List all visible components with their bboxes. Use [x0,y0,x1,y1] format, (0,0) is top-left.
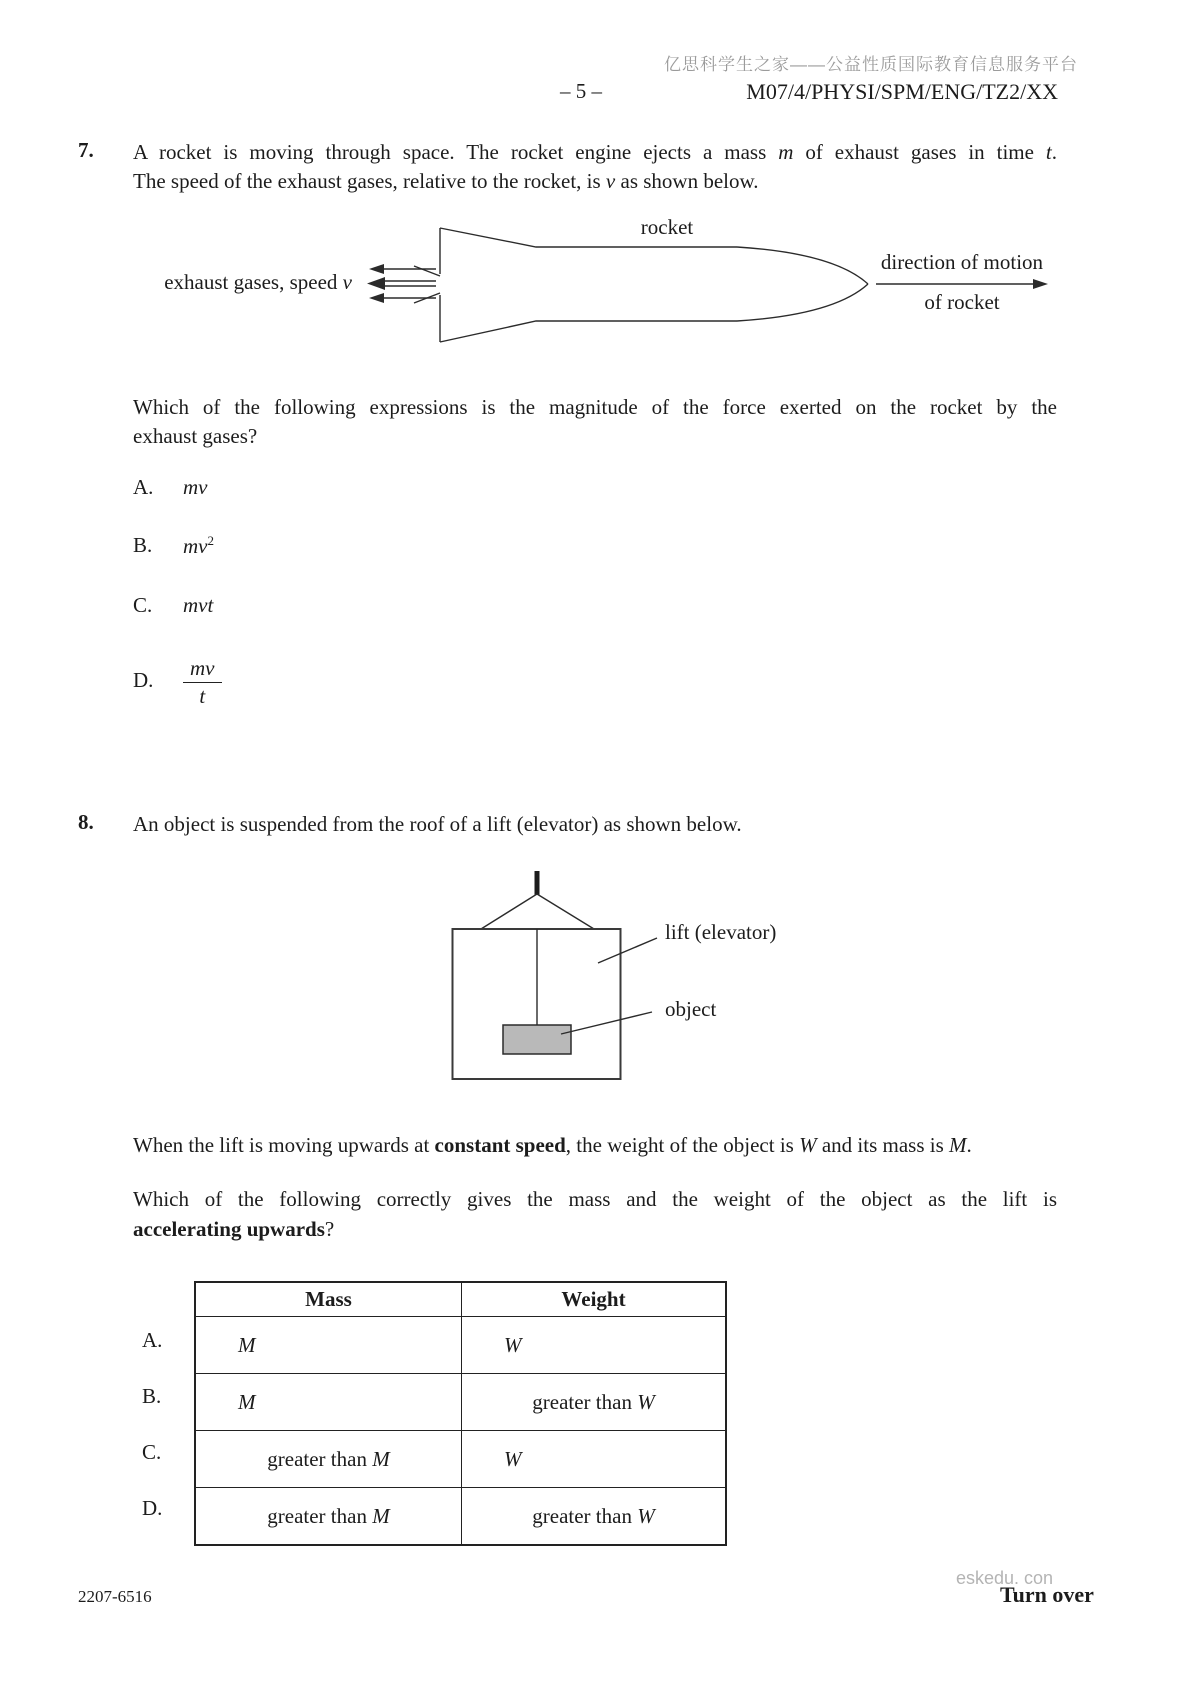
direction-arrow-icon [876,279,1048,289]
question-8-paragraph-2 [133,1184,1057,1244]
row-c-mass-cell: greater than M [195,1431,462,1488]
fraction-numerator: mv [190,656,215,680]
page-number: – 5 – [560,79,602,103]
table-row-a-letter: A. [142,1328,163,1352]
question-7-text-line2: exhaust gases? [133,424,258,448]
answer-table [194,1281,727,1546]
row-a-mass-cell: M [195,1317,462,1374]
option-b-expression: $mv^2$ [183,533,215,558]
exam-session-code: 2207-6516 [78,1587,152,1606]
option-a-letter: A. [133,475,154,499]
question-7-intro-line2: The speed of the exhaust gases, relative to the rocket, is v as shown below. [133,169,759,193]
paper-code: M07/4/PHYSI/SPM/ENG/TZ2/XX [746,79,1058,104]
object-label: object [665,997,717,1021]
question-7-number: 7. [78,138,94,162]
object-label-leader-line [561,1012,652,1034]
suspended-object [503,1025,571,1054]
row-c-weight-cell: W [462,1431,727,1488]
question-8-text-line2: accelerating upwards? [133,1217,335,1241]
row-d-mass-cell: greater than M [195,1488,462,1546]
question-8-intro: An object is suspended from the roof of a lift (elevator) as shown below. [133,812,742,836]
question-8-paragraph-1: When the lift is moving upwards at constant speed, the weight of the object is W and its mass is M. [133,1133,972,1157]
footer-watermark-text: eskedu. con [956,1568,1054,1588]
table-header-row [195,1282,726,1317]
question-7-intro-line1: A rocket is moving through space. The rocket engine ejects a mass m of exhaust gases in time t. [133,140,1058,164]
lift-label-leader-line [598,938,657,963]
site-watermark-text: 亿思科学生之家——公益性质国际教育信息服务平台 [664,55,1078,74]
fraction-denominator: t [183,682,222,710]
question-7-text-line1: Which of the following expressions is the magnitude of the force exerted on the rocket by the [133,395,1057,419]
exhaust-gases-label: exhaust gases, speed v [164,270,352,294]
option-c-letter: C. [133,593,153,617]
question-8-text-line1: Which of the following correctly gives the mass and the weight of the object as the lift is [133,1187,1057,1211]
row-b-weight-cell: greater than W [462,1374,727,1431]
option-c-expression: mvt [183,593,214,617]
lift-elevator-label: lift (elevator) [665,920,777,944]
of-rocket-label: of rocket [924,290,1000,314]
option-b-letter: B. [133,533,153,557]
rocket-body-bottom [440,321,737,342]
option-d-fraction [183,655,222,710]
table-row [195,1488,726,1546]
lift-box [453,929,621,1079]
exhaust-arrows-icon [367,264,436,303]
lift-support-ropes [481,894,594,929]
rocket-label: rocket [640,215,694,239]
question-7-intro [133,138,1057,196]
mass-column-header: Mass [195,1282,462,1317]
lift-diagram [453,871,658,1079]
table-row [195,1317,726,1374]
option-a-expression: mv [183,475,208,499]
row-b-mass-cell: M [195,1374,462,1431]
question-8-number: 8. [78,810,94,834]
rocket-nozzle-upper [414,266,440,276]
rocket-nose-top [737,247,868,284]
option-d-letter: D. [133,668,154,692]
table-row-d-letter: D. [142,1496,163,1520]
row-d-weight-cell: greater than W [462,1488,727,1546]
rocket-nose-bottom [737,284,868,321]
table-row-b-letter: B. [142,1384,162,1408]
question-7-text [133,393,1057,451]
weight-column-header: Weight [462,1282,727,1317]
row-a-weight-cell: W [462,1317,727,1374]
turn-over-label: Turn over [1000,1582,1094,1607]
table-row-c-letter: C. [142,1440,162,1464]
table-row [195,1374,726,1431]
direction-of-motion-label: direction of motion [880,250,1044,274]
rocket-nozzle-lower [414,293,440,303]
table-row [195,1431,726,1488]
